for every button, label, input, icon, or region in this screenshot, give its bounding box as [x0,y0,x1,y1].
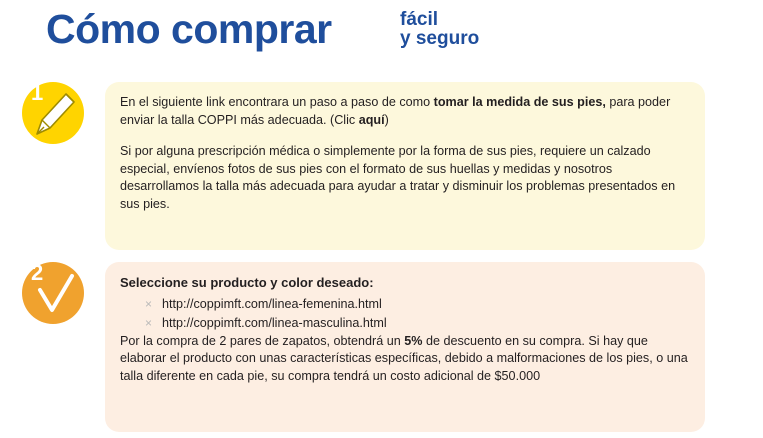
text-segment: de descuento en su compra. Si hay que elaborar el producto con unas características específicas, debido a malformaciones de los pies, o una talla diferente en cada pie, su compra tendrá un costo adicional de $50.000 [120,333,688,383]
text-segment-bold: aquí [358,112,385,127]
product-link-list [120,295,691,333]
page-header [0,0,763,66]
text-segment: ) [384,112,389,127]
text-segment-bold: 5% [404,333,423,348]
list-item[interactable] [120,314,691,333]
page-title: Cómo comprar [46,6,332,52]
step-1-panel [105,82,705,250]
product-link-femenina[interactable]: http://coppimft.com/linea-femenina.html [162,296,382,311]
step-1-number: 1 [31,80,44,105]
page-subtitle-line2: y seguro [400,28,480,49]
text-segment-bold: tomar la medida de sus pies, [433,95,606,109]
bullet-icon: × [145,315,153,330]
text-segment: Por la compra de 2 pares de zapatos, obtendrá un [120,333,405,348]
step-2-heading: Seleccione su producto y color deseado: [120,275,374,290]
text-segment: En el siguiente link encontrara un paso a paso de como [120,95,434,109]
step-2-panel [105,262,705,432]
step-2-text [120,274,691,385]
bullet-icon: × [145,296,153,311]
list-item[interactable] [120,295,691,314]
step-2-paragraph-1 [120,333,691,386]
step-1-badge [22,82,84,144]
step-1-paragraph-1 [120,94,691,129]
step-1-text [120,94,691,213]
step-1-paragraph-2: Si por alguna prescripción médica o simplemente por la forma de sus pies, requiere un calzado especial, envíenos fotos de sus pies con el formato de sus huellas y medidas y nosotros desarrollamos la talla más adecuada para ayudar a tratar y disminuir los problemas presentados en sus pies. [120,144,676,211]
page-subtitle [400,10,479,48]
step-2-badge [22,262,84,324]
page-subtitle-line1: fácil [400,9,439,30]
step-2-number: 2 [31,260,44,285]
text-segment: para poder enviar la talla COPPI más adecuada. (Clic [120,95,671,127]
product-link-masculina[interactable]: http://coppimft.com/linea-masculina.html [162,315,387,330]
